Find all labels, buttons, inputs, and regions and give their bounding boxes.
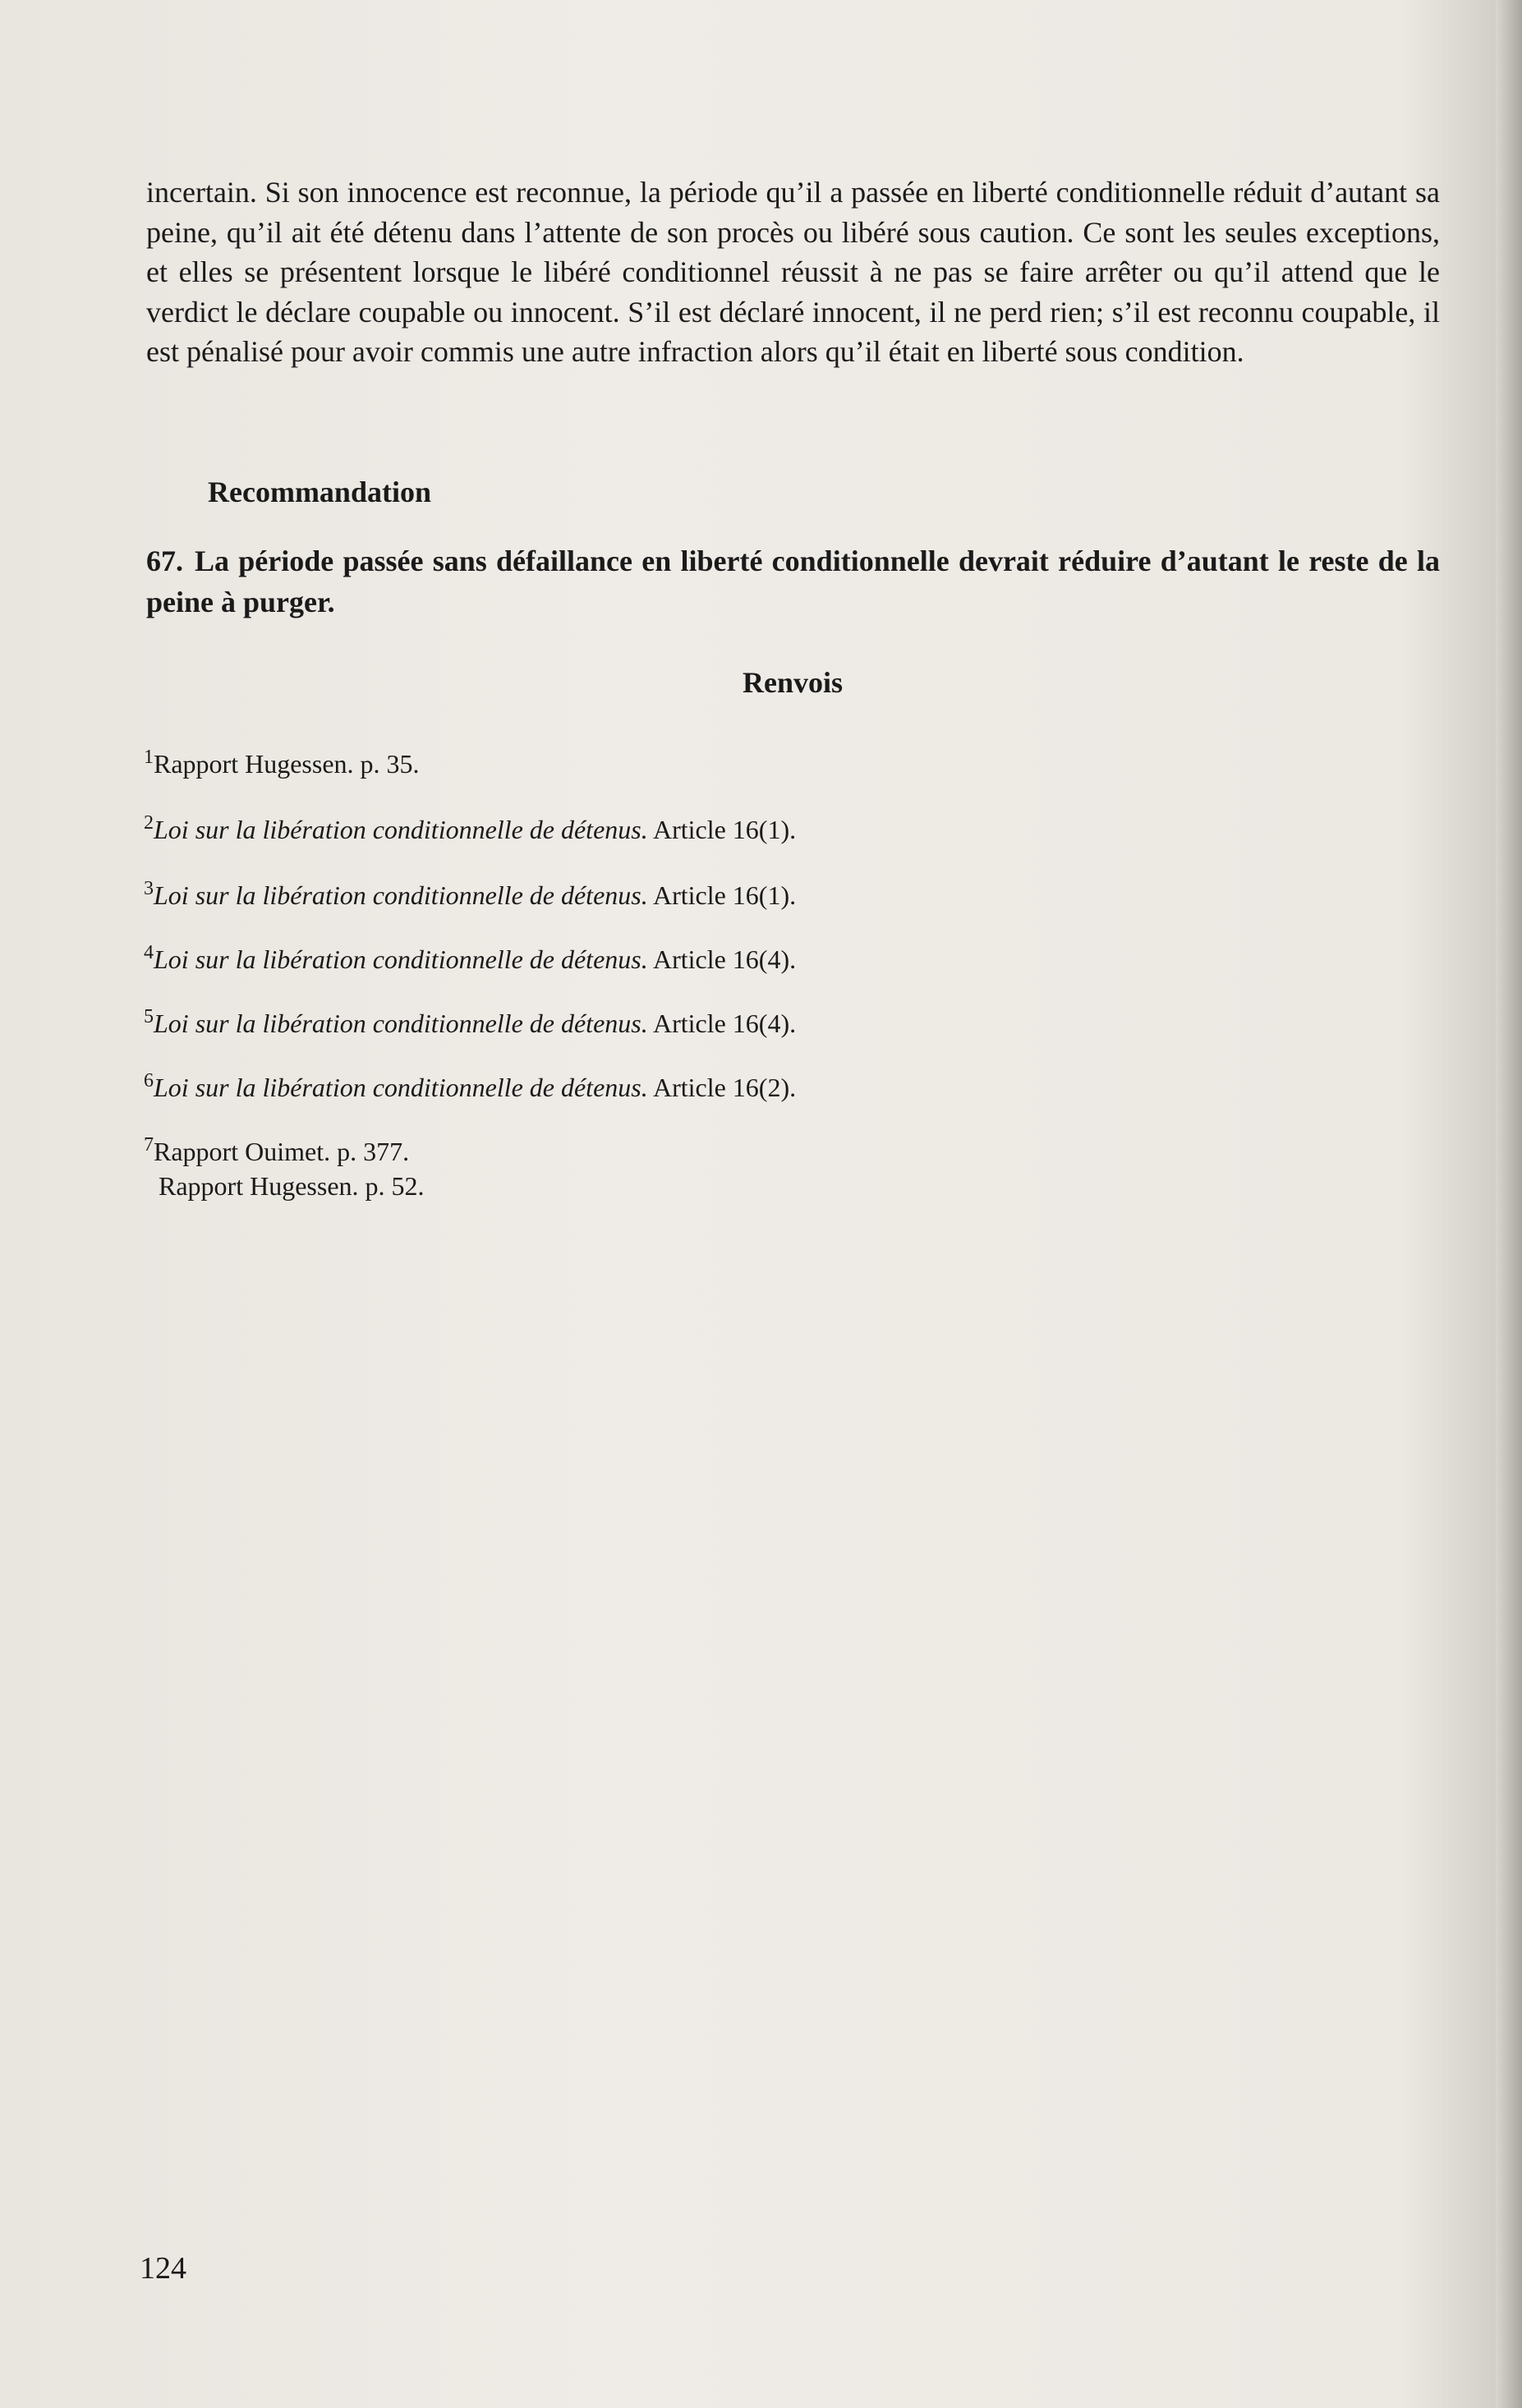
footnote-number: 7 xyxy=(144,1134,154,1156)
footnote-number: 5 xyxy=(144,1006,154,1027)
recommendation-number: 67. xyxy=(146,545,183,577)
page-number: 124 xyxy=(140,2251,186,2286)
footnote-text: Rapport Hugessen. p. 35. xyxy=(154,749,420,779)
footnote-number: 1 xyxy=(144,747,154,768)
footnote-2 xyxy=(144,813,796,846)
footnote-number: 2 xyxy=(144,812,154,834)
recommendation-heading: Recommandation xyxy=(208,476,431,508)
footnote-text: Article 16(2). xyxy=(647,1073,797,1102)
footnote-title: Loi sur la libération conditionnelle de détenus. xyxy=(154,1009,648,1038)
footnote-title: Loi sur la libération conditionnelle de détenus. xyxy=(154,1073,648,1102)
footnote-text: Article 16(1). xyxy=(647,815,797,844)
page-binding-edge xyxy=(1496,0,1522,2408)
recommendation-text xyxy=(146,540,1440,623)
footnote-number: 6 xyxy=(144,1070,154,1091)
footnote-text: Article 16(1). xyxy=(647,880,797,910)
notes-heading: Renvois xyxy=(742,666,843,699)
footnote-title: Loi sur la libération conditionnelle de détenus. xyxy=(154,880,648,910)
footnote-6 xyxy=(144,1071,796,1104)
footnote-number: 4 xyxy=(144,942,154,963)
footnote-text: Article 16(4). xyxy=(647,944,797,974)
footnote-4 xyxy=(144,943,796,976)
footnote-3 xyxy=(144,879,796,912)
footnote-number: 3 xyxy=(144,878,154,899)
footnote-text: Article 16(4). xyxy=(647,1009,797,1038)
footnote-7-continuation: Rapport Hugessen. p. 52. xyxy=(159,1171,425,1201)
footnote-7 xyxy=(144,1135,409,1168)
footnote-5 xyxy=(144,1007,796,1040)
footnote-text: Rapport Ouimet. p. 377. xyxy=(154,1137,410,1166)
footnote-title: Loi sur la libération conditionnelle de détenus. xyxy=(154,944,648,974)
footnote-1 xyxy=(144,747,420,780)
footnote-title: Loi sur la libération conditionnelle de détenus. xyxy=(154,815,648,844)
body-paragraph: incertain. Si son innocence est reconnue, la période qu’il a passée en liberté conditionnelle réduit d’autant sa peine, qu’il ait été détenu dans l’attente de son procès ou libéré sous caution. Ce sont les seules exceptions, et elles se présentent lorsque le libéré conditionnel réussit à ne pas se faire arrêter ou qu’il attend que le verdict le déclare coupable ou innocent. S’il est déclaré innocent, il ne perd rien; s’il est reconnu coupable, il est pénalisé pour avoir commis une autre infraction alors qu’il était en liberté sous condition. xyxy=(146,176,1440,368)
recommendation-body: La période passée sans défaillance en liberté conditionnelle devrait réduire d’autant le reste de la peine à purger. xyxy=(146,545,1440,618)
